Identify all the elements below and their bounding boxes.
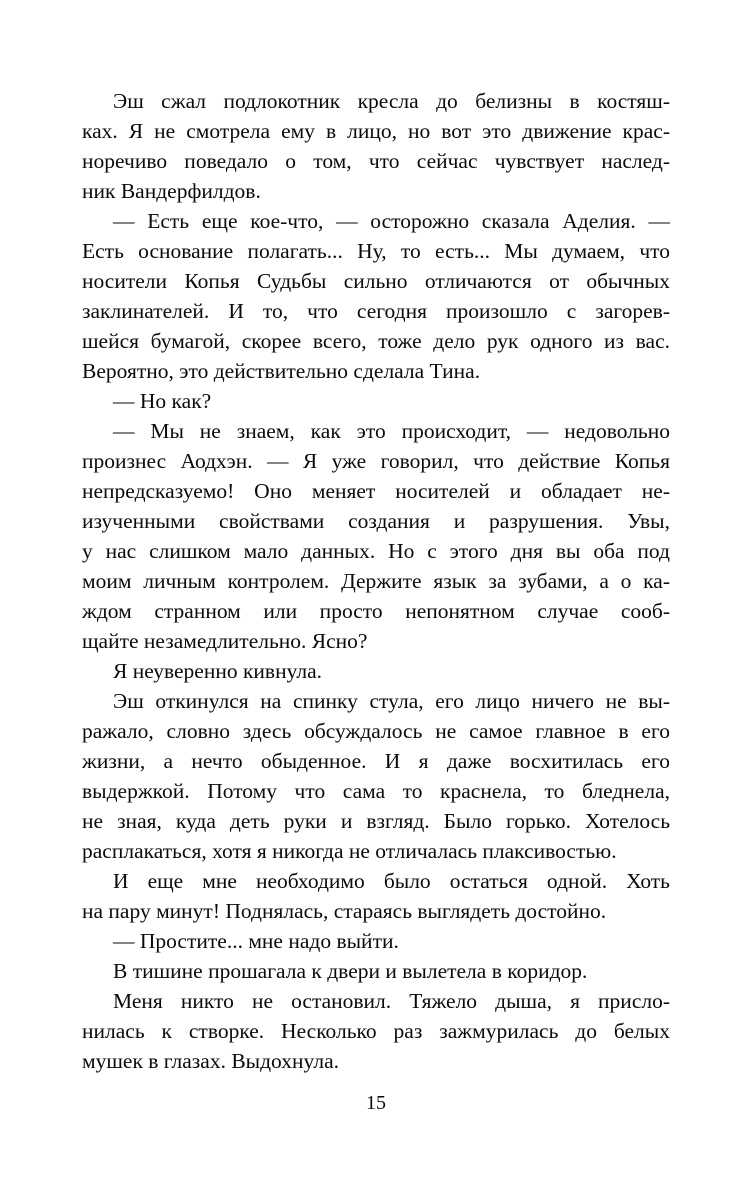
text-line: Эш сжал подлокотник кресла до белизны в костяш- <box>113 89 670 113</box>
text-line: расплакаться, хотя я никогда не отличалась плаксивостью. <box>82 839 617 863</box>
text-line: произнес Аодхэн. — Я уже говорил, что действие Копья <box>82 449 670 473</box>
text-line: — Мы не знаем, как это происходит, — недовольно <box>113 419 670 443</box>
text-line: Я неуверенно кивнула. <box>113 659 323 683</box>
text-line: ражало, словно здесь обсуждалось не самое главное в его <box>82 719 670 743</box>
text-line: Меня никто не остановил. Тяжело дыша, я присло- <box>113 989 670 1013</box>
text-line: непредсказуемо! Оно меняет носителей и обладает не- <box>82 479 670 503</box>
text-line: Эш откинулся на спинку стула, его лицо ничего не вы- <box>113 689 670 713</box>
text-line: заклинателей. И то, что сегодня произошло с загорев- <box>82 299 670 323</box>
text-line: носители Копья Судьбы сильно отличаются от обычных <box>82 269 670 293</box>
text-line: не зная, куда деть руки и взгляд. Было горько. Хотелось <box>82 809 670 833</box>
text-line: И еще мне необходимо было остаться одной. Хоть <box>113 869 670 893</box>
text-line: ждом странном или просто непонятном случае сооб- <box>82 599 670 623</box>
text-line: Есть основание полагать... Ну, то есть... Мы думаем, что <box>82 239 670 263</box>
text-line: Вероятно, это действительно сделала Тина. <box>82 359 481 383</box>
text-line: изученными свойствами создания и разрушения. Увы, <box>82 509 670 533</box>
text-line: — Но как? <box>113 389 212 413</box>
text-line: щайте незамедлительно. Ясно? <box>82 629 368 653</box>
page-number: 15 <box>366 1092 386 1114</box>
text-line: — Есть еще кое-что, — осторожно сказала Аделия. — <box>113 209 670 233</box>
text-line: на пару минут! Поднялась, стараясь выглядеть достойно. <box>82 899 607 923</box>
text-line: — Простите... мне надо выйти. <box>113 929 399 953</box>
text-line: нилась к створке. Несколько раз зажмурилась до белых <box>82 1019 670 1043</box>
text-line: мушек в глазах. Выдохнула. <box>82 1049 339 1073</box>
text-line: ках. Я не смотрела ему в лицо, но вот это движение крас- <box>82 119 670 143</box>
text-line: В тишине прошагала к двери и вылетела в коридор. <box>113 959 588 983</box>
text-line: шейся бумагой, скорее всего, тоже дело рук одного из вас. <box>82 329 670 353</box>
page-text <box>82 86 670 1076</box>
text-line: жизни, а нечто обыденное. И я даже восхитилась его <box>82 749 670 773</box>
text-line: норечиво поведало о том, что сейчас чувствует наслед- <box>82 149 670 173</box>
text-line: моим личным контролем. Держите язык за зубами, а о ка- <box>82 569 670 593</box>
text-line: у нас слишком мало данных. Но с этого дня вы оба под <box>82 539 670 563</box>
text-line: ник Вандерфилдов. <box>82 179 261 203</box>
text-line: выдержкой. Потому что сама то краснела, то бледнела, <box>82 779 670 803</box>
